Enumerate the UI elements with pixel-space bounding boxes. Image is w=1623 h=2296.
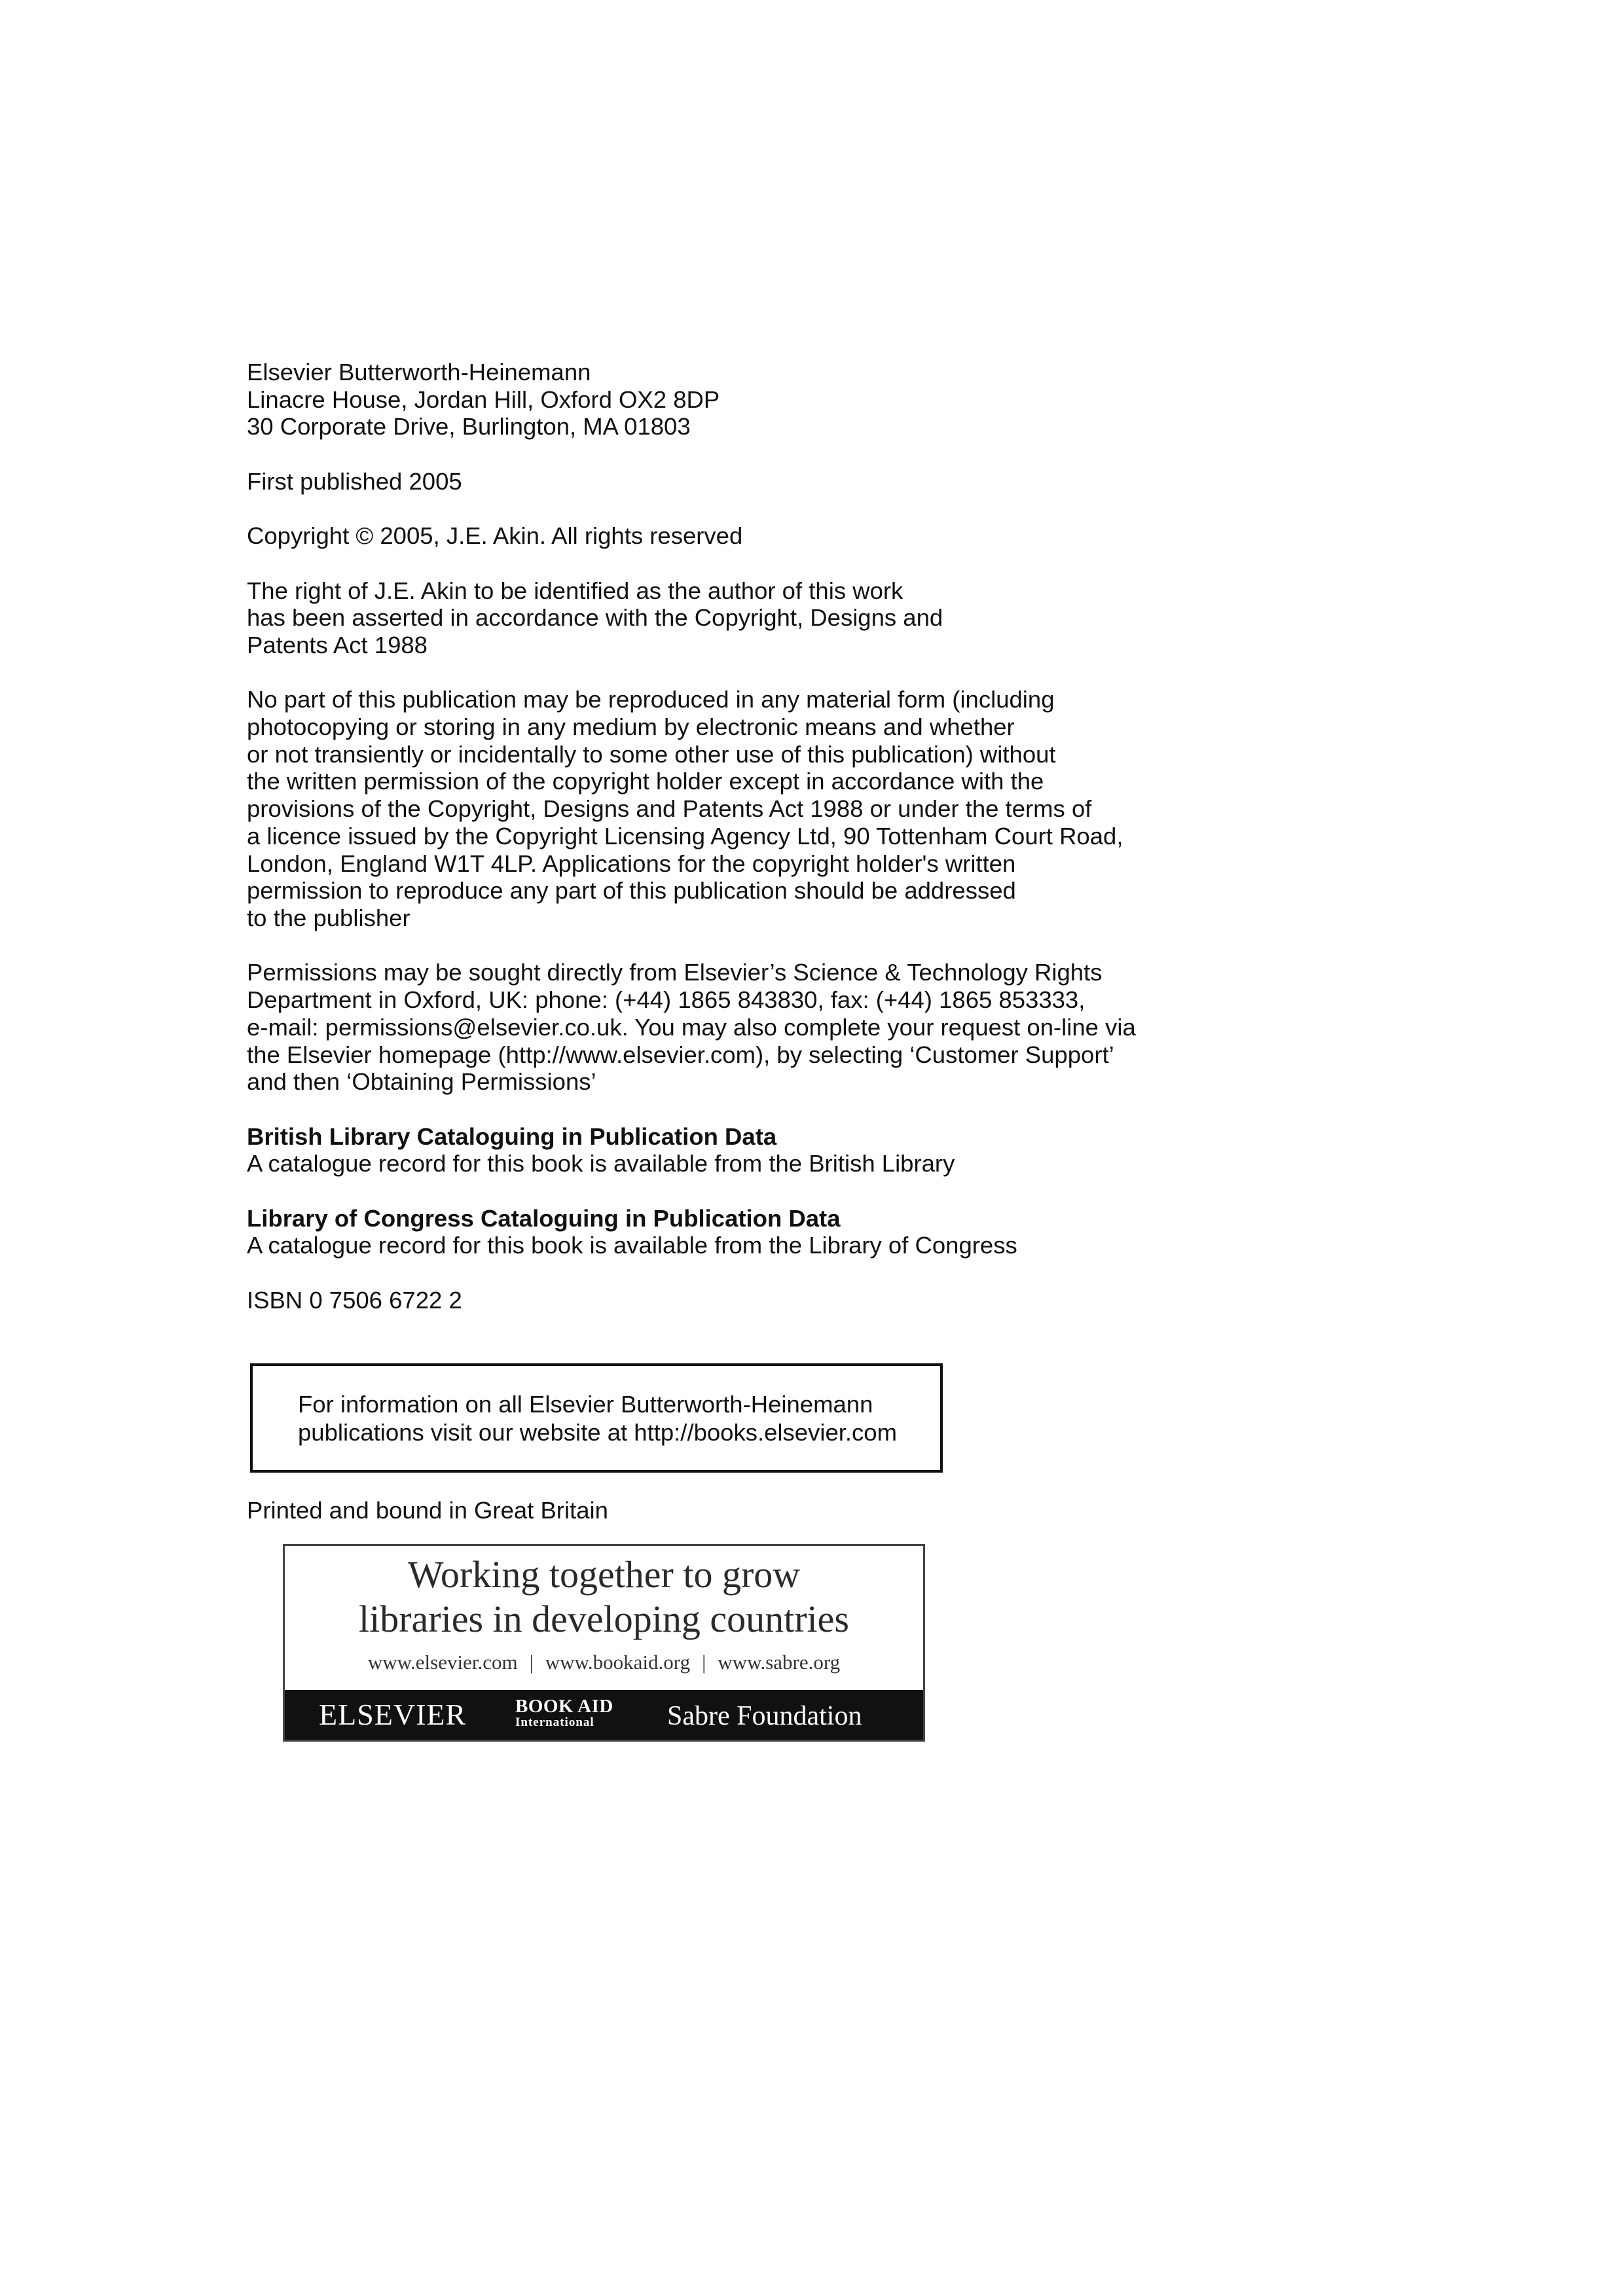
- library-of-congress-block: [247, 1205, 1268, 1259]
- permissions-notice-line: and then ‘Obtaining Permissions’: [247, 1068, 596, 1096]
- publisher-name: Elsevier Butterworth-Heinemann: [247, 359, 591, 386]
- british-library-block: [247, 1123, 1268, 1177]
- bookaid-url: www.bookaid.org: [545, 1651, 691, 1674]
- info-box-line: For information on all Elsevier Butterworth-Heinemann: [298, 1391, 873, 1418]
- publisher-address-line: 30 Corporate Drive, Burlington, MA 01803: [247, 413, 691, 440]
- elsevier-url: www.elsevier.com: [367, 1651, 518, 1674]
- permissions-notice-block: [247, 959, 1268, 1096]
- british-library-heading: British Library Cataloguing in Publication Data: [247, 1122, 777, 1150]
- info-box-line: publications visit our website at http://books.elsevier.com: [298, 1419, 897, 1446]
- library-of-congress-heading: Library of Congress Cataloguing in Publication Data: [247, 1204, 841, 1232]
- reproduction-notice-line: to the publisher: [247, 905, 410, 931]
- reproduction-notice-block: [247, 686, 1268, 931]
- permissions-notice-line: the Elsevier homepage (http://www.elsevier.com), by selecting ‘Customer Support’: [247, 1041, 1114, 1068]
- banner-logo-strip: [285, 1690, 923, 1740]
- permissions-notice-line: Department in Oxford, UK: phone: (+44) 1865 843830, fax: (+44) 1865 853333,: [247, 986, 1085, 1014]
- book-aid-logo-subtext: International: [515, 1715, 594, 1729]
- banner-url-row: [285, 1651, 923, 1674]
- reproduction-notice-line: provisions of the Copyright, Designs and Patents Act 1988 or under the terms of: [247, 795, 1092, 823]
- moral-rights-line: Patents Act 1988: [247, 631, 428, 658]
- reproduction-notice-line: permission to reproduce any part of this publication should be addressed: [247, 877, 1016, 905]
- first-published-text: First published 2005: [247, 467, 462, 495]
- book-aid-logo: [515, 1696, 613, 1729]
- book-aid-logo-text: BOOK AID: [515, 1696, 613, 1717]
- publisher-address-block: [247, 359, 1268, 440]
- isbn-block: [247, 1287, 1268, 1314]
- isbn-text: ISBN 0 7506 6722 2: [247, 1286, 462, 1314]
- url-separator: |: [529, 1651, 534, 1674]
- reproduction-notice-line: London, England W1T 4LP. Applications for the copyright holder's written: [247, 850, 1016, 877]
- moral-rights-block: [247, 577, 1268, 659]
- banner-headline: [285, 1552, 923, 1641]
- elsevier-logo: ELSEVIER: [319, 1698, 467, 1731]
- reproduction-notice-line: or not transiently or incidentally to some other use of this publication) without: [247, 740, 1056, 768]
- reproduction-notice-line: photocopying or storing in any medium by electronic means and whether: [247, 713, 1015, 741]
- first-published-block: [247, 468, 1268, 495]
- book-aid-banner: [283, 1544, 925, 1742]
- permissions-notice-line: e-mail: permissions@elsevier.co.uk. You may also complete your request on-line via: [247, 1013, 1136, 1041]
- banner-headline-line: Working together to grow: [407, 1553, 801, 1596]
- library-of-congress-text: A catalogue record for this book is available from the Library of Congress: [247, 1232, 1017, 1259]
- website-info-box: [250, 1363, 943, 1473]
- printed-in-text: Printed and bound in Great Britain: [247, 1497, 608, 1524]
- copyright-block: [247, 522, 1268, 550]
- reproduction-notice-line: the written permission of the copyright holder except in accordance with the: [247, 768, 1044, 795]
- reproduction-notice-line: a licence issued by the Copyright Licensing Agency Ltd, 90 Tottenham Court Road,: [247, 822, 1123, 850]
- url-separator: |: [702, 1651, 706, 1674]
- copyright-text-column: [247, 359, 1268, 1341]
- copyright-text: Copyright © 2005, J.E. Akin. All rights reserved: [247, 522, 743, 550]
- banner-headline-line: libraries in developing countries: [359, 1598, 849, 1640]
- sabre-foundation-logo: Sabre Foundation: [667, 1701, 862, 1731]
- british-library-text: A catalogue record for this book is available from the British Library: [247, 1150, 955, 1177]
- reproduction-notice-line: No part of this publication may be reproduced in any material form (including: [247, 686, 1055, 713]
- permissions-notice-line: Permissions may be sought directly from Elsevier’s Science & Technology Rights: [247, 959, 1103, 986]
- sabre-url: www.sabre.org: [718, 1651, 841, 1674]
- moral-rights-line: has been asserted in accordance with the Copyright, Designs and: [247, 604, 943, 632]
- publisher-address-line: Linacre House, Jordan Hill, Oxford OX2 8DP: [247, 386, 720, 413]
- moral-rights-line: The right of J.E. Akin to be identified as the author of this work: [247, 577, 903, 604]
